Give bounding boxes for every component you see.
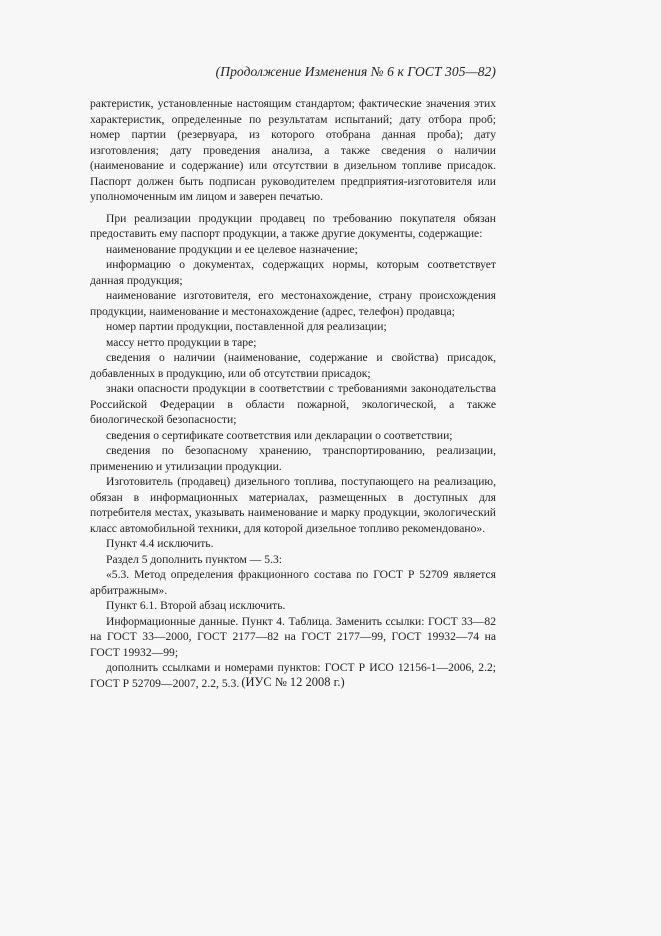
- paragraph-info-data: Информационные данные. Пункт 4. Таблица. Заменить ссылки: ГОСТ 33—82 на ГОСТ 33—2000, ГОСТ 2177—82 на ГОСТ 2177—99, ГОСТ 19932—74 на ГОСТ 19932—99;: [90, 614, 496, 659]
- paragraph-1: рактеристик, установленные настоящим стандартом; фактические значения этих характеристик, определенные по результатам испытаний; дату отбора проб; номер партии (резервуара, из которого отобрана данная проба); дату изготовления; дату проведения анализа, а также сведения о наличии (наименование и содержание) или отсутствии в дизельном топливе присадок. Паспорт должен быть подписан руководителем предприятия-изготовителя или уполномоченным им лицом и заверен печатью.: [90, 97, 496, 203]
- paragraph-4-4: Пункт 4.4 исключить.: [106, 537, 214, 550]
- source-footer: (ИУС № 12 2008 г.): [241, 675, 345, 689]
- list-item-hazard-signs: знаки опасности продукции в соответствии с требованиями законодательства Российской Федерации в области пожарной, экологической, а также биологической безопасности;: [90, 382, 496, 426]
- list-item-documents: информацию о документах, содержащих нормы, которым соответствует данная продукция;: [90, 258, 496, 287]
- list-item-manufacturer: наименование изготовителя, его местонахождение, страну происхождения продукции, наименование и местонахождение (адрес, телефон) продавца;: [90, 289, 496, 318]
- list-item-certificate: сведения о сертификате соответствия или декларации о соответствии;: [106, 428, 453, 442]
- list-item-additives: сведения о наличии (наименование, содержание и свойства) присадок, добавленных в продукцию, или об отсутствии присадок;: [90, 351, 496, 380]
- paragraph-section-5: Раздел 5 дополнить пунктом — 5.3:: [106, 552, 282, 566]
- list-item-batch: номер партии продукции, поставленной для реализации;: [106, 320, 387, 333]
- list-item-name: наименование продукции и ее целевое назначение;: [106, 242, 358, 256]
- paragraph-2: При реализации продукции продавец по требованию покупателя обязан предоставить ему паспорт продукции, а также другие документы, содержащие:: [90, 211, 496, 240]
- document-body: [90, 96, 496, 691]
- list-item-net-mass: массу нетто продукции в таре;: [106, 335, 257, 349]
- continuation-header: (Продолжение Изменения № 6 к ГОСТ 305—82): [215, 64, 496, 79]
- list-item-storage: сведения по безопасному хранению, транспортированию, реализации, применению и утилизации продукции.: [90, 444, 496, 473]
- paragraph-manufacturer-duty: Изготовитель (продавец) дизельного топлива, поступающего на реализацию, обязан в информационных материалах, размещенных в доступных для потребителя местах, указывать наименование и марку продукции, экологический класс автомобильной техники, для которой дизельное топливо рекомендовано».: [90, 475, 496, 535]
- paragraph-add-references: дополнить ссылками и номерами пунктов: ГОСТ Р ИСО 12156-1—2006, 2.2; ГОСТ Р 52709—2007, 2.2, 5.3.: [90, 661, 496, 690]
- paragraph-6-1: Пункт 6.1. Второй абзац исключить.: [106, 599, 286, 612]
- paragraph-5-3: «5.3. Метод определения фракционного состава по ГОСТ Р 52709 является арбитражным».: [90, 568, 496, 597]
